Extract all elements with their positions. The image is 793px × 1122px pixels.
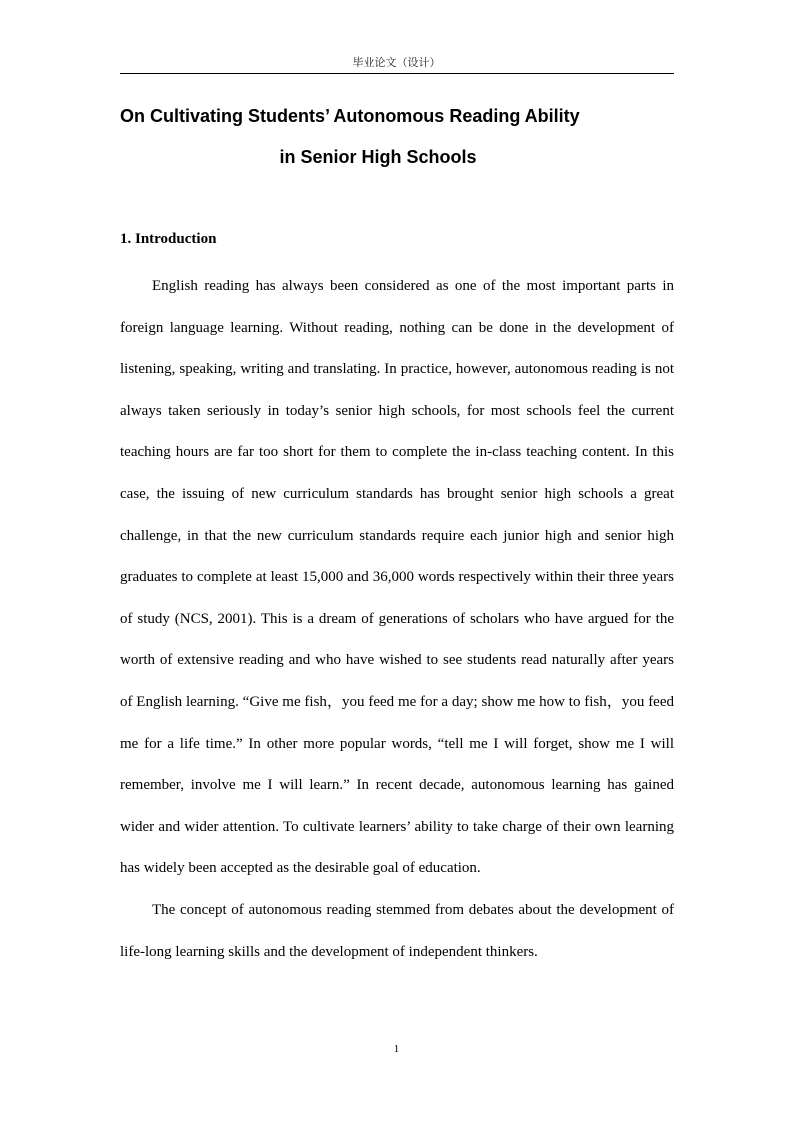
body-paragraph-2: The concept of autonomous reading stemmed from debates about the development of life-long learning skills and the development of independent thinkers. <box>120 901 674 960</box>
section-heading: 1. Introduction <box>120 231 217 247</box>
document-title-line-2: in Senior High Schools <box>279 147 477 167</box>
body-paragraph-1: English reading has always been considered as one of the most important parts in foreign language learning. Without reading, nothing can be done in the development of listening, speaking, writing and translating. In practice, however, autonomous reading is not always taken seriously in today’s senior high schools, for most schools feel the current teaching hours are far too short for them to complete the in-class teaching content. In this case, the issuing of new curriculum standards has brought senior high schools a great challenge, in that the new curriculum standards require each junior high and senior high graduates to complete at least 15,000 and 36,000 words respectively within their three years of study (NCS, 2001). This is a dream of generations of scholars who have argued for the worth of extensive reading and who have wished to see students read naturally after years of English learning. “Give me fish，you feed me for a day; show me how to fish，you feed me for a life time.” In other more popular words, “tell me I will forget, show me I will remember, involve me I will learn.” In recent decade, autonomous learning has gained wider and wider attention. To cultivate learners’ ability to take charge of their own learning has widely been accepted as the desirable goal of education. <box>120 278 674 877</box>
header-rule <box>120 73 674 74</box>
body-text <box>120 266 674 973</box>
page-number: 1 <box>393 1043 400 1055</box>
running-header: 毕业论文（设计） <box>352 56 441 69</box>
document-title-line-1: On Cultivating Students’ Autonomous Reading Ability <box>120 106 580 126</box>
